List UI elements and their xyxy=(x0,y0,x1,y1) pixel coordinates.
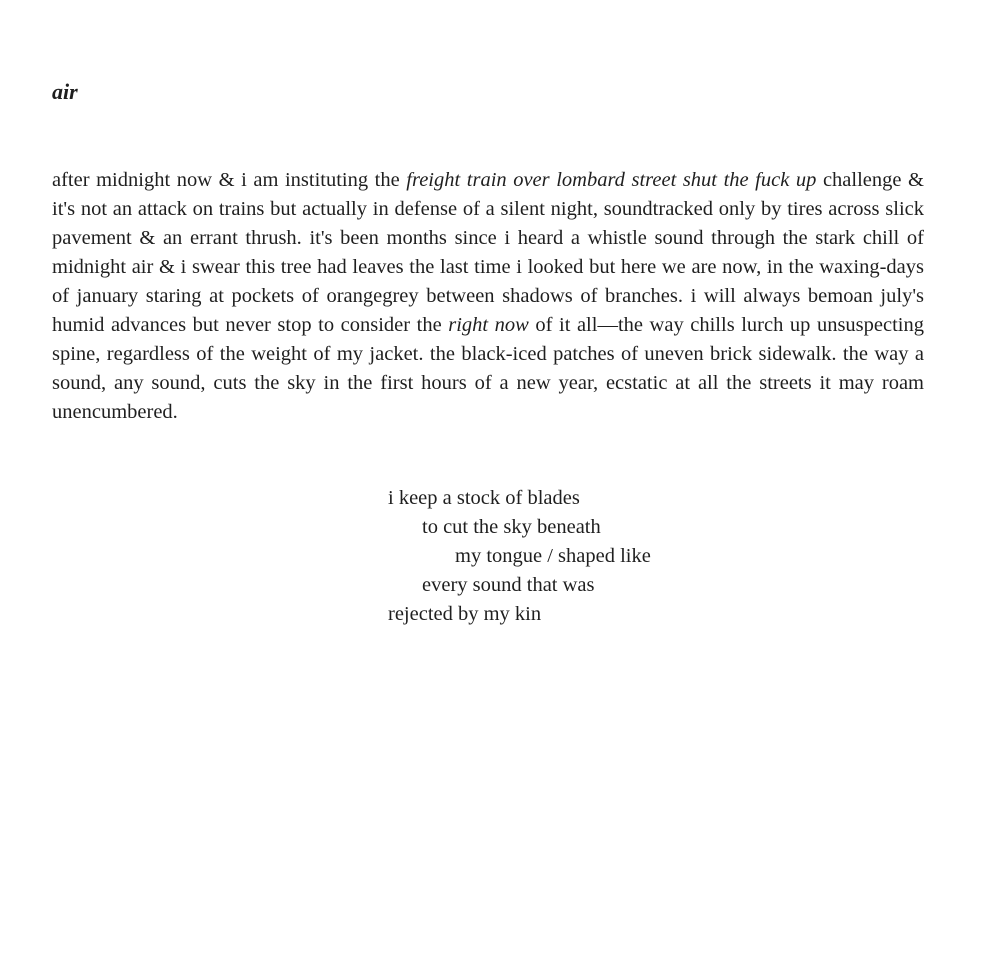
prose-italic-phrase: freight train over lombard street shut the fuck up xyxy=(406,169,817,191)
prose-text: challenge & it's not an attack on trains but actually in defense of a silent night, soundtracked only by tires across slick pavement & an errant thrush. it's been months since i heard a whistle sound through the stark chill of midnight air & i swear this tree had leaves the last time i looked but here we are now, in the waxing-days of january staring at pockets of orangegrey between shadows of branches. i will always bemoan july's humid advances but never stop to consider the xyxy=(52,169,925,336)
verse-line: i keep a stock of blades xyxy=(388,487,580,509)
prose-paragraph xyxy=(52,166,924,427)
prose-text: after midnight now & i am instituting the xyxy=(52,169,407,191)
poem-title: air xyxy=(52,79,78,104)
prose-text: of it all—the way chills lurch up unsuspecting spine, regardless of the weight of my jacket. the black-iced patches of uneven brick sidewalk. the way a sound, any sound, cuts the sky in the first hours of a new year, ecstatic at all the streets it may roam unencumbered. xyxy=(52,314,924,423)
verse-stanza xyxy=(388,484,651,629)
prose-italic-phrase: right now xyxy=(448,314,529,336)
verse-line: rejected by my kin xyxy=(388,603,542,625)
verse-line: every sound that was xyxy=(422,574,595,596)
verse-line: to cut the sky beneath xyxy=(422,516,601,538)
verse-line: my tongue / shaped like xyxy=(455,545,651,567)
